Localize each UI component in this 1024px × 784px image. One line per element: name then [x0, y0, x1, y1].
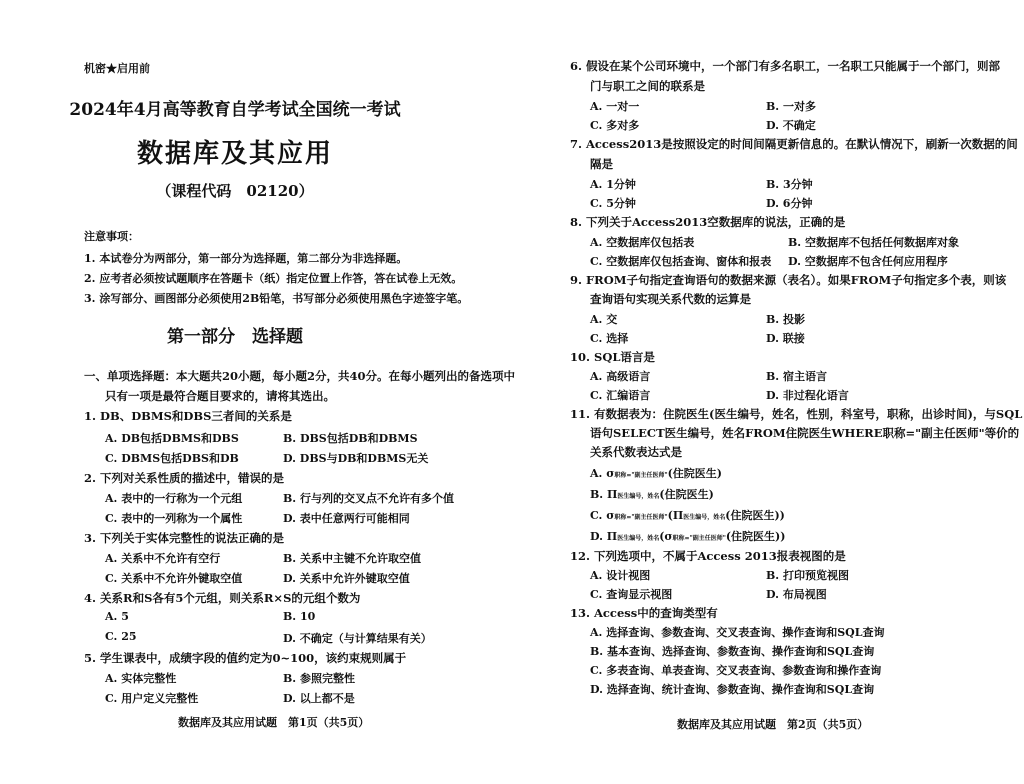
- question-2-option-c: C. 表中的一列称为一个属性: [105, 512, 243, 525]
- question-4-option-d: D. 不确定（与计算结果有关）: [283, 632, 432, 645]
- question-2-option-a: A. 表中的一行称为一个元组: [105, 492, 243, 505]
- question-9-option-d: D. 联接: [766, 332, 805, 345]
- question-6-option-a: A. 一对一: [590, 100, 640, 113]
- question-9-option-c: C. 选择: [590, 332, 629, 345]
- question-5-option-d: D. 以上都不是: [283, 692, 355, 705]
- question-7-stem-1: 7. Access2013是按照设定的时间间隔更新信息的。在默认情况下，刷新一次数据的间: [570, 137, 1018, 151]
- question-10-option-a: A. 高级语言: [590, 370, 651, 383]
- question-7-option-d: D. 6分钟: [766, 197, 813, 210]
- section-intro-1: 一、单项选择题：本大题共20小题，每小题2分，共40分。在每小题列出的备选项中: [84, 369, 516, 383]
- question-3-option-b: B. 关系中主键不允许取空值: [283, 552, 421, 565]
- question-4-option-a: A. 5: [105, 610, 129, 623]
- confidential-label: 机密★启用前: [84, 62, 150, 75]
- question-8-option-b: B. 空数据库不包括任何数据库对象: [788, 236, 959, 249]
- question-12-stem: 12. 下列选项中，不属于Access 2013报表视图的是: [570, 549, 846, 563]
- question-3-stem: 3. 下列关于实体完整性的说法正确的是: [84, 531, 285, 545]
- subject-title: 数据库及其应用: [136, 139, 333, 169]
- question-10-stem: 10. SQL语言是: [570, 350, 655, 364]
- note-2: 2. 应考者必须按试题顺序在答题卡（纸）指定位置上作答，答在试卷上无效。: [84, 272, 463, 285]
- question-8-option-a: A. 空数据库仅包括表: [590, 236, 695, 249]
- question-7-option-b: B. 3分钟: [766, 178, 813, 191]
- question-3-option-d: D. 关系中允许外键取空值: [283, 572, 410, 585]
- page-1-footer: 数据库及其应用试题 第1页（共5页）: [178, 716, 370, 729]
- question-1-option-c: C. DBMS包括DBS和DB: [105, 452, 239, 465]
- question-1-option-a: A. DB包括DBMS和DBS: [105, 432, 239, 445]
- question-2-option-b: B. 行与列的交叉点不允许有多个值: [283, 492, 454, 505]
- question-4-option-b: B. 10: [283, 610, 316, 623]
- question-8-option-c: C. 空数据库仅包括查询、窗体和报表: [590, 255, 772, 268]
- question-5-option-a: A. 实体完整性: [105, 672, 177, 685]
- question-11-option-c: C. σ职称="副主任医师"(Π医生编号，姓名(住院医生)): [590, 509, 785, 522]
- question-1-option-b: B. DBS包括DB和DBMS: [283, 432, 418, 445]
- question-11-stem-2: 语句SELECT医生编号，姓名FROM住院医生WHERE职称="副主任医师"等价的: [590, 426, 1020, 440]
- question-7-option-c: C. 5分钟: [590, 197, 636, 210]
- question-2-option-d: D. 表中任意两行可能相同: [283, 512, 410, 525]
- question-5-stem: 5. 学生课表中，成绩字段的值约定为0~100，该约束规则属于: [84, 651, 407, 665]
- question-10-option-d: D. 非过程化语言: [766, 389, 849, 402]
- question-12-option-a: A. 设计视图: [590, 569, 651, 582]
- course-code: （课程代码 02120）: [156, 182, 314, 200]
- note-1: 1. 本试卷分为两部分，第一部分为选择题，第二部分为非选择题。: [84, 252, 408, 265]
- question-11-stem-1: 11. 有数据表为：住院医生(医生编号，姓名，性别，科室号，职称，出诊时间)，与SQL: [570, 407, 1023, 421]
- exam-title: 2024年4月高等教育自学考试全国统一考试: [69, 100, 401, 120]
- question-13-stem: 13. Access中的查询类型有: [570, 606, 718, 620]
- question-8-stem: 8. 下列关于Access2013空数据库的说法，正确的是: [570, 215, 846, 229]
- question-2-stem: 2. 下列对关系性质的描述中，错误的是: [84, 471, 285, 485]
- question-7-stem-2: 隔是: [590, 157, 613, 171]
- question-11-option-d: D. Π医生编号，姓名(σ职称="副主任医师"(住院医生)): [590, 530, 786, 543]
- question-6-option-b: B. 一对多: [766, 100, 816, 113]
- question-4-option-c: C. 25: [105, 630, 137, 643]
- section-intro-2: 只有一项是最符合题目要求的，请将其选出。: [105, 389, 335, 403]
- note-3: 3. 涂写部分、画图部分必须使用2B铅笔，书写部分必须使用黑色字迹签字笔。: [84, 292, 469, 305]
- question-11-option-b: B. Π医生编号，姓名(住院医生): [590, 488, 714, 501]
- question-13-option-a: A. 选择查询、参数查询、交叉表查询、操作查询和SQL查询: [590, 626, 885, 639]
- question-3-option-c: C. 关系中不允许外键取空值: [105, 572, 243, 585]
- question-7-option-a: A. 1分钟: [590, 178, 636, 191]
- question-1-stem: 1. DB、DBMS和DBS三者间的关系是: [84, 409, 292, 423]
- question-11-option-a: A. σ职称="副主任医师"(住院医生): [590, 467, 723, 480]
- question-13-option-c: C. 多表查询、单表查询、交叉表查询、参数查询和操作查询: [590, 664, 882, 677]
- question-5-option-c: C. 用户定义完整性: [105, 692, 199, 705]
- page-2-footer: 数据库及其应用试题 第2页（共5页）: [677, 718, 869, 731]
- question-9-option-b: B. 投影: [766, 313, 805, 326]
- question-13-option-d: D. 选择查询、统计查询、参数查询、操作查询和SQL查询: [590, 683, 875, 696]
- question-6-option-c: C. 多对多: [590, 119, 640, 132]
- question-11-stem-3: 关系代数表达式是: [590, 445, 682, 459]
- question-13-option-b: B. 基本查询、选择查询、参数查询、操作查询和SQL查询: [590, 645, 875, 658]
- question-12-option-b: B. 打印预览视图: [766, 569, 849, 582]
- question-6-option-d: D. 不确定: [766, 119, 816, 132]
- question-3-option-a: A. 关系中不允许有空行: [105, 552, 221, 565]
- question-12-option-c: C. 查询显示视图: [590, 588, 673, 601]
- question-9-stem-2: 查询语句实现关系代数的运算是: [590, 292, 751, 306]
- question-4-stem: 4. 关系R和S各有5个元组，则关系R×S的元组个数为: [84, 591, 361, 605]
- question-9-stem-1: 9. FROM子句指定查询语句的数据来源（表名）。如果FROM子句指定多个表，则该: [570, 273, 1007, 287]
- question-9-option-a: A. 交: [590, 313, 618, 326]
- question-5-option-b: B. 参照完整性: [283, 672, 355, 685]
- page-2: [512, 0, 1024, 784]
- part-title: 第一部分 选择题: [167, 327, 303, 347]
- question-1-option-d: D. DBS与DB和DBMS无关: [283, 452, 429, 465]
- question-6-stem-1: 6. 假设在某个公司环境中，一个部门有多名职工，一名职工只能属于一个部门，则部: [570, 59, 1001, 73]
- question-6-stem-2: 门与职工之间的联系是: [590, 79, 705, 93]
- question-8-option-d: D. 空数据库不包含任何应用程序: [788, 255, 948, 268]
- question-10-option-b: B. 宿主语言: [766, 370, 827, 383]
- question-12-option-d: D. 布局视图: [766, 588, 827, 601]
- question-10-option-c: C. 汇编语言: [590, 389, 651, 402]
- notes-heading: 注意事项：: [84, 230, 139, 243]
